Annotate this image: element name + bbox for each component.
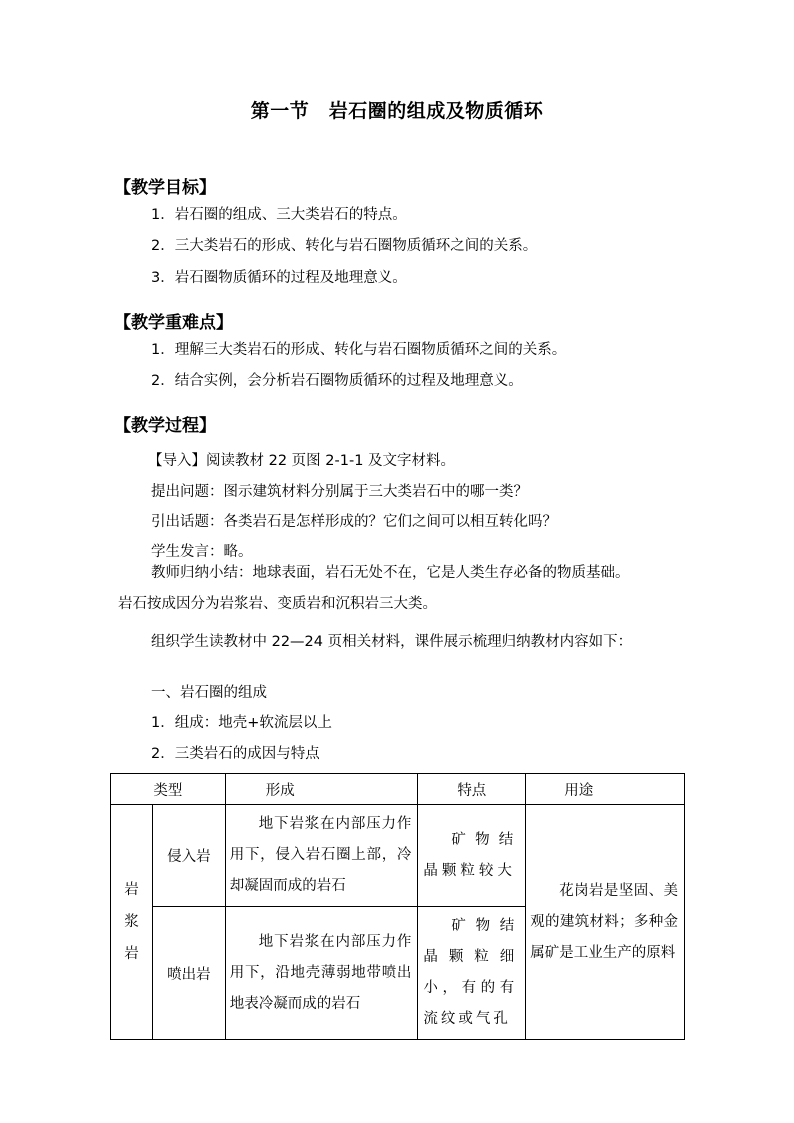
key-points-heading: 【教学重难点】 [114,313,233,333]
page-title: 第一节 岩石圈的组成及物质循环 [250,100,544,122]
objectives-heading: 【教学目标】 [114,178,216,198]
features-intrusive: 矿物结晶颗粒较大 [423,831,518,879]
use-text: 花岗岩是坚固、美观的建筑材料；多种金属矿是工业生产的原料 [530,882,678,961]
features-extrusive: 矿物结晶颗粒细小，有的有流纹或气孔 [423,918,518,1027]
group-char: 岩 [124,946,139,962]
table-header-row [111,774,685,805]
subtype-intrusive: 侵入岩 [152,805,225,907]
table-row [111,805,685,907]
question-line: 提出问题：图示建筑材料分别属于三大类岩石中的哪一类？ [151,484,528,500]
formation-intrusive: 地下岩浆在内部压力作用下，侵入岩石圈上部，冷却凝固而成的岩石 [229,816,412,894]
section-heading-1: 一、岩石圈的组成 [151,685,267,701]
objective-item-1: 1．岩石圈的组成、三大类岩石的特点。 [151,207,407,223]
formation-intrusive-cell [225,805,418,907]
formation-extrusive: 地下岩浆在内部压力作用下，沿地壳薄弱地带喷出地表冷凝而成的岩石 [229,933,412,1012]
student-line: 学生发言：略。 [151,544,253,560]
features-extrusive-cell [418,907,526,1040]
intro-line: 【导入】阅读教材 22 页图 2-1-1 及文字材料。 [148,453,456,469]
group-char: 浆 [124,914,139,930]
summary-line-1: 教师归纳小结：地球表面，岩石无处不在，它是人类生存必备的物质基础。 [151,565,630,581]
group-char: 岩 [124,882,139,898]
header-use: 用途 [526,774,685,805]
subtype-extrusive: 喷出岩 [152,907,225,1040]
use-cell [526,805,685,1040]
rock-types-table [110,773,685,1040]
item-rock-types: 2．三类岩石的成因与特点 [151,746,320,762]
key-point-item-1: 1．理解三大类岩石的形成、转化与岩石圈物质循环之间的关系。 [151,342,567,358]
topic-line: 引出话题：各类岩石是怎样形成的？它们之间可以相互转化吗？ [151,514,557,530]
group-cell-magmatic [111,805,153,1040]
objective-item-3: 3．岩石圈物质循环的过程及地理意义。 [151,270,407,286]
objective-item-2: 2．三大类岩石的形成、转化与岩石圈物质循环之间的关系。 [151,238,538,254]
key-point-item-2: 2．结合实例，会分析岩石圈物质循环的过程及地理意义。 [151,373,523,389]
features-intrusive-cell [418,805,526,907]
formation-extrusive-cell [225,907,418,1040]
header-type: 类型 [111,774,226,805]
organize-line: 组织学生读教材中 22—24 页相关材料，课件展示梳理归纳教材内容如下： [151,634,633,650]
item-composition: 1．组成：地壳+软流层以上 [151,715,332,731]
header-features: 特点 [418,774,526,805]
summary-line-2: 岩石按成因分为岩浆岩、变质岩和沉积岩三大类。 [118,596,437,612]
process-heading: 【教学过程】 [114,416,216,436]
header-formation: 形成 [225,774,418,805]
